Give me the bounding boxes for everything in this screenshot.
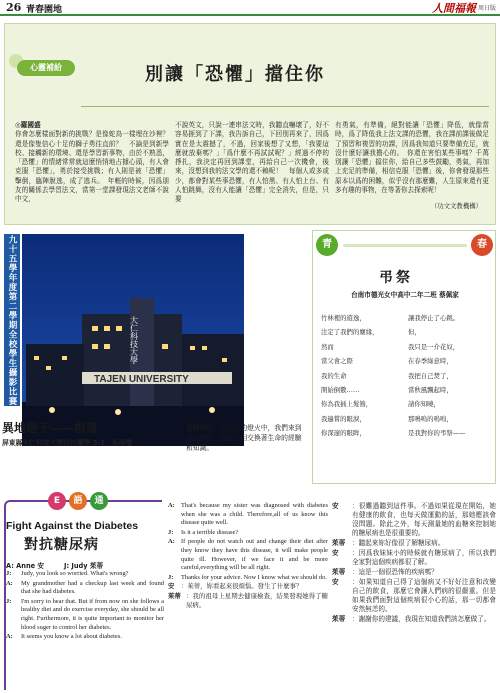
poem-line: 我的生命 bbox=[321, 371, 347, 380]
dialogue-en-column-2 bbox=[168, 502, 328, 611]
poem-section bbox=[312, 230, 496, 484]
dialogue-line: 安 ：如果知道自己得了這個病又不好好注意和改變自己的飲食，那麼它會讓人們病的很嚴重。但是如果我們面對這個疾病很小心的話，那一切都會安然無恙的。 bbox=[332, 578, 496, 613]
university-vertical-sign: 大仁科技大學 bbox=[129, 316, 139, 364]
eword-letter: 通 bbox=[90, 492, 108, 510]
poem-line: 當父會之際 bbox=[321, 357, 353, 366]
dialogue-line: A: It seems you know a lot about diabetes. bbox=[6, 633, 122, 641]
page-number: 26 bbox=[6, 1, 22, 14]
poem-line: 我只是一介花奴， bbox=[408, 342, 460, 351]
speaker-j: J: Judy 茱蒂 bbox=[64, 562, 104, 570]
article-text-1: 你會怎麼樣面對新的挑戰？是像蛇鳥一樣埋在沙裡？還是像隻信心十足的獅子勇往直前？ 不論是到新學校、接觸新的環境、還是學習新事物，由於不熟悉，「恐懼」的情緒常常就這麼悄悄地占據心頭，有人會克服「恐懼」，勇於接受挑戰；有人則是被「恐懼」擊倒，臨陣脫逃，成了逃兵。 年輕的時候，因爲朋友的關係去學習法文，當第一堂課發現法文老師不說中文， bbox=[15, 130, 169, 204]
dialogue-line: J: Judy, you look so worried. What's wrong? bbox=[6, 570, 129, 577]
teacher-comment-label: 老師評語： bbox=[186, 424, 220, 432]
dialogue-line: J: I'm sorry to hear that. But if from now on she follows a healthy diet and do exercise everyday, she should be all right. Furthermore, it is quite important to monitor her blood suger to control her diabetes. bbox=[6, 597, 164, 631]
poem-line: 你深邃的眼眸， bbox=[321, 429, 366, 438]
poem-line: 在春季綠意時， bbox=[408, 357, 453, 366]
eword-letter: E bbox=[48, 492, 66, 510]
dialogue-line: 安 ：很難過聽到這件事。不過如果從現在開始，她有健康的飲食，也每天做運動的話，那她應該會沒問題。除此之外，每天測量她的血糖來控制她的糖尿病也是很重要的。 bbox=[332, 502, 496, 537]
article-column-3: 有勇氣，有準備，絕對能讓「恐懼」降低，就像當時，爲了降低我上法文課的恐懼，我在課前課後做足了預習和複習的功課，因爲我知道只要準備充足，就沒什麼好讓我擔心的。 你還在害怕某些事嗎？千萬別讓「恐懼」擋住你，給自己多些鼓勵，勇氣，再加上充足的準備，相信克服「恐懼」後，你會發現那些原本以爲的困難，似乎沒有那麼難，人生原來還有更多有趣的事物，在等著你去探索呢！ bbox=[335, 121, 489, 195]
dialogue-line: A: If people do not watch out and change their diet after they know they have this disease, it will make people quite ill. However, if we face it and be more careful,everything will be all right. bbox=[168, 538, 328, 572]
teacher-comment bbox=[186, 423, 306, 453]
speaker-a: A: Anne 安 bbox=[6, 562, 45, 570]
poem-lines bbox=[321, 311, 491, 441]
poem-line: 讓我停止了心跳。 bbox=[408, 314, 460, 322]
dialogue-title-en: Fight Against the Diabetes bbox=[6, 520, 139, 532]
poem-line: 那鳴嗚的嗚嗚， bbox=[408, 414, 453, 423]
dialogue-en-column-1 bbox=[6, 570, 164, 643]
poem-title: 弔祭 bbox=[379, 270, 413, 286]
column-label: 心靈補給 bbox=[17, 60, 75, 76]
dialogue-line: 茱蒂 ：聽起來妳好像很了解糖尿病。 bbox=[332, 539, 445, 547]
decorative-bar bbox=[343, 244, 467, 247]
dialogue-line: 茱蒂 ：謝謝你的建議，我現在知道我們該怎麼做了。 bbox=[332, 615, 491, 623]
dialogue-line: 茱蒂 ：這是一個很恐怖的疾病嗎？ bbox=[332, 568, 438, 576]
top-article bbox=[4, 23, 496, 225]
title-divider bbox=[81, 106, 489, 107]
contest-photo bbox=[22, 234, 244, 446]
dialogue-line: A: My grandmother had a checkup last week and found that she had diabetes. bbox=[6, 579, 164, 596]
poem-line: 你為我插上髮簪， bbox=[321, 400, 373, 409]
poem-line: 竹林裡的遊逸， bbox=[321, 314, 366, 322]
dialogue-line: 茱蒂 ：我的祖母上星期去健康檢查，結果發現她得了糖尿病。 bbox=[168, 592, 328, 609]
article-column-2: 不說英文，只說一連串法文時，我聽直嚇壞了，好不容易捱到了下課，我告訴自己，下回別再來了，因爲實在是太震撼了，不過，回家後想了又想，「我要這麼就放棄嗎？」「爲什麼不再試試呢？」經過不停的掙扎，我決定再回到課堂，再給自己一次機會，後來，沒想到我的法文學的還不賴呢！ 每個人或多或少，都會對某些事恐懼，有人怕黑、有人怕上台、有人怕跳舞，沒有人能讓「恐懼」完全消失，但是，只要 bbox=[175, 121, 329, 204]
dialogue-line: 安 ：因爲我妹妹小的時候就有糖尿病了，所以我們全家對這個疾病都很了解。 bbox=[332, 549, 496, 566]
poem-line: 注定了我們的塵緣， bbox=[321, 328, 379, 337]
eword-badge bbox=[48, 492, 108, 510]
dialogue-cn-column bbox=[332, 502, 496, 625]
source-credit: （功文文教機構） bbox=[430, 202, 482, 210]
page-header bbox=[0, 0, 500, 16]
section-name: 青春園地 bbox=[26, 5, 63, 15]
photo-title: 異地遊子——根落 bbox=[2, 421, 99, 435]
poem-line: 開始倒數…… bbox=[321, 386, 360, 395]
badge-right: 春 bbox=[471, 234, 493, 256]
photo-contest-title: 九十五學年度第二學期全校學生攝影比賽 bbox=[4, 234, 20, 406]
dialogue-title-cn: 對抗糖尿病 bbox=[24, 537, 99, 553]
dialogue-line: J: Thanks for your advice. Now I know what we should do. bbox=[168, 573, 327, 581]
university-sign: TAJEN UNIVERSITY bbox=[94, 374, 189, 385]
photographer-credit: 屏東縣大仁科技大學四技藥學 3-1 吳雨瑩 bbox=[2, 439, 133, 447]
poem-line: 當秋風飄起時， bbox=[408, 386, 453, 395]
article-title: 別讓「恐懼」擋住你 bbox=[145, 64, 325, 85]
poem-line: 請你知曉， bbox=[408, 400, 440, 409]
dialogue-line: J: Is it a terrible disease? bbox=[168, 528, 239, 536]
poem-line: 我遍嘗的眼淚， bbox=[321, 414, 366, 423]
university-night-photo bbox=[22, 234, 244, 446]
article-column-1 bbox=[15, 121, 169, 225]
poem-line: 然而 bbox=[321, 342, 334, 351]
poem-line: 但， bbox=[408, 328, 421, 337]
teacher-comment-text: 在輝煌的燈火中，我們來到此地紮營，彼此互相交換著生命的經驗和知識。 bbox=[186, 424, 302, 452]
poem-line: 我把自己焚了， bbox=[408, 371, 453, 380]
badge-left: 青 bbox=[316, 234, 338, 256]
article-author: ◎羅國盛 bbox=[15, 121, 41, 129]
eword-letter: 語 bbox=[69, 492, 87, 510]
newspaper-logo: 人間福報 bbox=[432, 2, 476, 15]
poem-author: 台南市德光女中高中二年二班 蔡佩家 bbox=[351, 291, 459, 299]
dialogue-line: A: That's because my sister was diagnosed with diabetes when she was a child. Therefore,all of us know this disease quite well. bbox=[168, 502, 328, 527]
article-body bbox=[15, 121, 489, 225]
english-dialogue-section bbox=[4, 490, 496, 690]
dialogue-line: 安 ：茱蒂，妳看起來很煩惱。發生了什麼事？ bbox=[168, 583, 303, 591]
speaker-list bbox=[6, 560, 103, 570]
edition-label: 周日版 bbox=[477, 5, 496, 12]
poem-line: 是我對你的弔祭—— bbox=[408, 429, 466, 438]
